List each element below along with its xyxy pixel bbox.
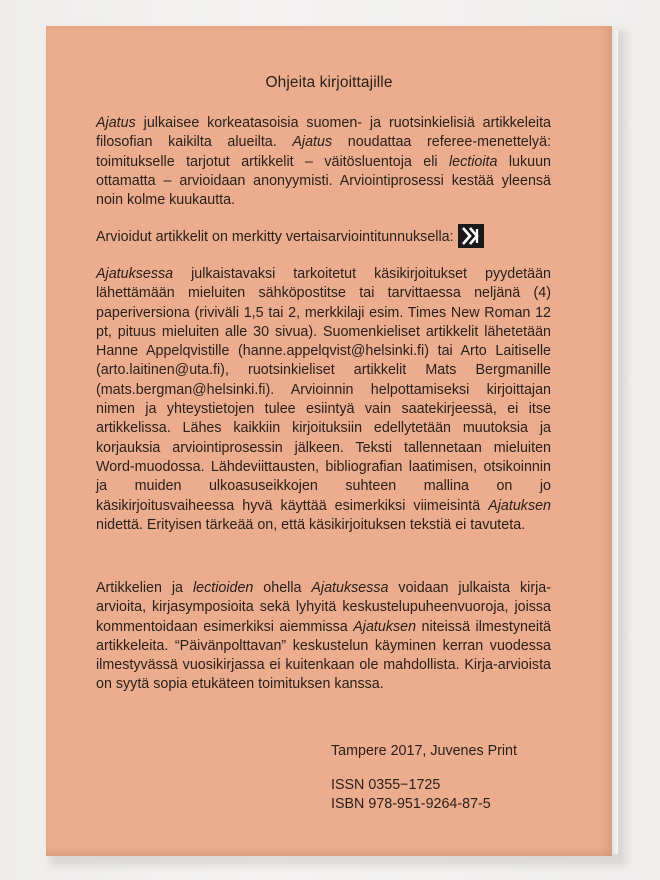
book-back-cover bbox=[46, 26, 612, 856]
text-run: julkaistavaksi tarkoitetut käsikirjoitukset pyydetään lähettämään mieluiten sähköpostitse tai tarvittaessa neljänä (4) paperiversiona (riviväli 1,5 tai 2, merkkilaji esim. Times New Roman 12 pt, pituus mieluiten alle 30 sivua). Suomenkieliset artikkelit lähetetään Hanne Appelqvistille (hanne.appelqvist@helsinki.fi) tai Arto Laitiselle (arto.laitinen@uta.fi), ruotsinkieliset artikkelit Mats Bergmanille (mats.bergman@helsinki.fi). Arvioinnin helpottamiseksi kirjoittajan nimen ja yhteystietojen tulee esiintyä vain saatekirjeessä, ei itse artikkelissa. Lähes kaikkiin kirjoituksiin edellytetään muutoksia ja korjauksia arviointiprosessin jälkeen. Teksti tallennetaan mieluiten Word-muodossa. Lähdeviittausten, bibliografian laatimisen, otsikoinnin ja muiden ulkoasuseikkojen suhteen mallina on jo käsikirjoitusvaiheessa hyvä käyttää esimerkiksi viimeisintä bbox=[96, 266, 551, 514]
italic-run: Ajatuksen bbox=[353, 618, 417, 635]
paragraph-submission-guidelines bbox=[96, 265, 551, 535]
paragraph-peer-review-mark bbox=[96, 224, 551, 248]
isbn-line: ISBN 978-951-9264-87-5 bbox=[331, 796, 491, 812]
text-run: Artikkelien ja bbox=[96, 580, 193, 596]
peer-review-mark-icon bbox=[458, 224, 484, 248]
italic-run: Ajatus bbox=[292, 134, 333, 151]
peer-review-text: Arvioidut artikkelit on merkitty vertaisarviointitunnuksella: bbox=[96, 229, 454, 245]
text-run: noudattaa referee-menettelyä: toimitukselle tarjotut artikkelit – väitösluentoja eli bbox=[96, 134, 552, 170]
paragraph-other-content bbox=[96, 579, 551, 695]
cover-heading: Ohjeita kirjoittajille bbox=[265, 74, 393, 91]
paragraph-publication-info bbox=[96, 114, 551, 210]
italic-run: Ajatuksessa bbox=[96, 266, 174, 282]
page-edge bbox=[612, 30, 618, 854]
issn-line: ISSN 0355−1725 bbox=[331, 777, 441, 793]
text-run: nidettä. Erityisen tärkeää on, että käsikirjoituksen tekstiä ei tavuteta. bbox=[96, 516, 526, 533]
text-run: julkaisee korkeatasoisia suomen- ja ruotsinkielisiä artikkeleita filosofian kaikilta alueilta. bbox=[96, 115, 551, 151]
imprint-line: Tampere 2017, Juvenes Print bbox=[331, 743, 517, 759]
italic-run: Ajatuksessa bbox=[311, 580, 389, 596]
text-run: lukuun ottamatta – arvioidaan anonyymisti. Arviointiprosessi kestää yleensä noin kolme kuukautta. bbox=[96, 153, 551, 209]
italic-run: lectioiden bbox=[192, 580, 254, 596]
italic-run: lectioita bbox=[448, 153, 498, 170]
text-run: niteissä ilmestyneitä artikkeleita. “Päivänpolttavan” keskustelun käyminen kerran vuodessa ilmestyvässä vuosikirjassa ei kuitenkaan ole mahdollista. Kirja-arvioista on syytä sopia etukäteen toimituksen kanssa. bbox=[96, 618, 552, 693]
italic-run: Ajatuksen bbox=[488, 497, 551, 514]
text-run: ohella bbox=[253, 580, 312, 596]
italic-run: Ajatus bbox=[96, 115, 136, 131]
text-run: voidaan julkaista kirja-arvioita, kirjasymposioita sekä lyhyitä keskustelupuheenvuoroja, joissa kommentoidaan esimerkiksi aiemmissa bbox=[96, 580, 551, 635]
